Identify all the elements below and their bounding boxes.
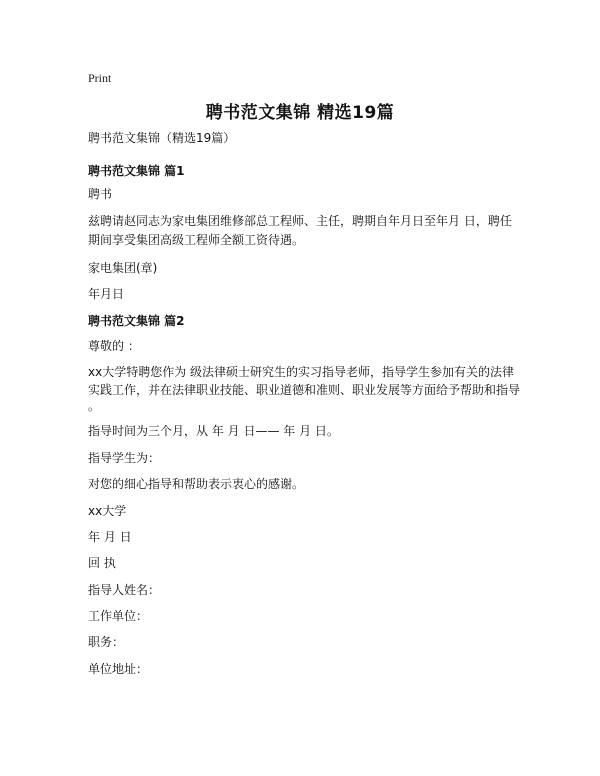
paragraph-line: 兹聘请赵同志为家电集团维修部总工程师、主任，聘期自年月日至年月 日，聘任	[88, 214, 512, 228]
section-2-heading: 聘书范文集锦 篇2	[88, 314, 185, 328]
students-line: 指导学生为：	[88, 451, 161, 465]
thanks-line: 对您的细心指导和帮助表示衷心的感谢。	[88, 477, 305, 491]
section-1-heading: 聘书范文集锦 篇1	[88, 164, 185, 178]
field-supervisor-name: 指导人姓名：	[88, 583, 161, 597]
receipt-heading: 回 执	[88, 556, 116, 570]
issuer-line: 家电集团(章)	[88, 261, 158, 275]
salutation-line: 尊敬的 ：	[88, 339, 140, 353]
university-line: xx大学	[88, 504, 127, 518]
period-line: 指导时间为三个月，从 年 月 日—— 年 月 日。	[88, 424, 339, 438]
date-line: 年 月 日	[88, 530, 132, 544]
field-work-unit: 工作单位：	[88, 609, 149, 623]
document-subtitle: 聘书范文集锦（精选19篇）	[88, 131, 236, 145]
paragraph-line: xx大学特聘您作为 级法律硕士研究生的实习指导老师，指导学生参加有关的法律	[88, 365, 515, 379]
date-line: 年月日	[88, 287, 125, 301]
paragraph-line: 。	[88, 399, 101, 413]
appointment-label: 聘书	[88, 187, 113, 201]
paragraph-line: 期间享受集团高级工程师全额工资待遇。	[88, 233, 305, 247]
field-unit-address: 单位地址：	[88, 662, 149, 676]
print-link[interactable]: Print	[88, 71, 112, 85]
paragraph-line: 实践工作，并在法律职业技能、职业道德和准则、职业发展等方面给予帮助和指导	[88, 383, 521, 397]
field-position: 职务：	[88, 635, 125, 649]
document-title: 聘书范文集锦 精选19篇	[205, 103, 395, 123]
